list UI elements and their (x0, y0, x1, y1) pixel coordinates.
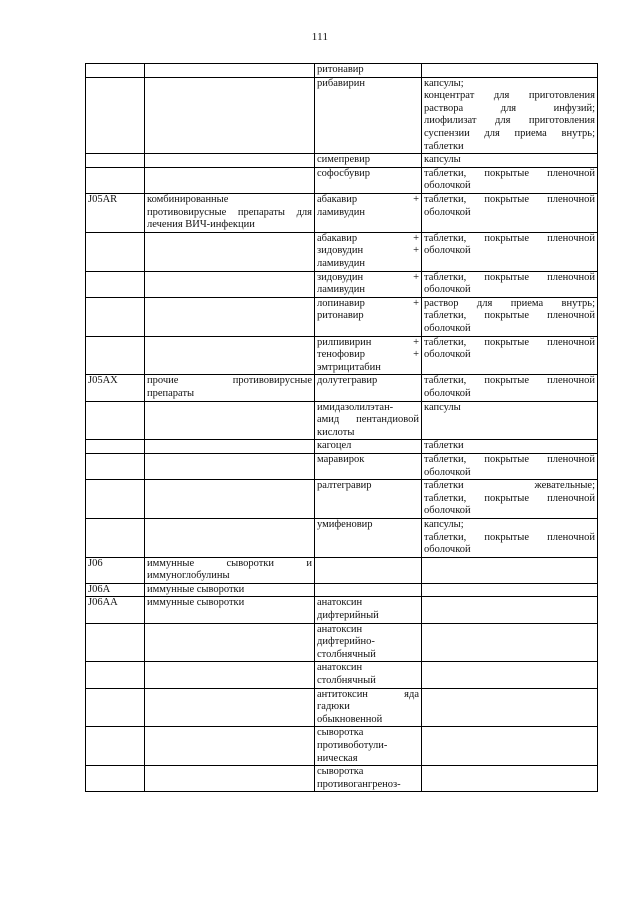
dosage-form-cell-line: оболочкой (424, 322, 471, 334)
drug-name-cell-line: дифтерийно- (317, 636, 375, 648)
dosage-form-cell (422, 453, 598, 479)
drug-name-cell (315, 766, 422, 792)
drug-name-cell-line: ламивудин (317, 206, 365, 218)
dosage-form-cell-line: таблетки, покрытые пленочной (424, 232, 595, 244)
dosage-form-cell-line: лиофилизат для приготовления (424, 115, 595, 127)
table-row (86, 336, 598, 375)
drug-name-cell (315, 154, 422, 168)
group-name-cell (145, 64, 315, 78)
drug-name-cell-line: противоботули- (317, 740, 388, 752)
dosage-form-cell-line: таблетки (424, 440, 464, 452)
table-row (86, 557, 598, 583)
table-row (86, 453, 598, 479)
drug-name-cell-line: сыворотка (317, 766, 364, 778)
dosage-form-cell-line: таблетки, покрытые пленочной (424, 193, 595, 205)
group-name-cell (145, 336, 315, 375)
table-row (86, 623, 598, 662)
dosage-form-cell-line: оболочкой (424, 245, 471, 257)
drug-name-cell-line: амид пентандиовой (317, 414, 419, 426)
group-name-cell (145, 727, 315, 766)
dosage-form-cell (422, 232, 598, 271)
group-name-cell (145, 401, 315, 440)
dosage-form-cell-line: таблетки, покрытые пленочной (424, 375, 595, 387)
group-name-cell-line: иммуноглобулины (147, 570, 230, 582)
atc-code-cell (86, 193, 145, 232)
drug-name-cell-line: анатоксин (317, 597, 363, 609)
table-row (86, 597, 598, 623)
drug-name-cell-line: ралтегравир (317, 480, 372, 492)
atc-code-cell (86, 623, 145, 662)
dosage-form-cell-line: оболочкой (424, 180, 471, 192)
group-name-cell (145, 77, 315, 154)
dosage-form-cell-line: капсулы (424, 401, 461, 413)
dosage-form-cell (422, 583, 598, 597)
atc-code-cell (86, 401, 145, 440)
drug-name-cell-line: столбнячный (317, 675, 376, 687)
dosage-form-cell-line: суспензии для приема внутрь; (424, 127, 595, 139)
table-row (86, 727, 598, 766)
group-name-cell-line: иммунные сыворотки (147, 597, 245, 609)
table-row (86, 662, 598, 688)
drug-name-cell-line: зидовудин + (317, 271, 419, 283)
atc-code-cell (86, 662, 145, 688)
atc-code-cell (86, 64, 145, 78)
drug-name-cell-line: умифеновир (317, 518, 373, 530)
atc-code-cell (86, 597, 145, 623)
dosage-form-cell-line: таблетки, покрытые пленочной (424, 492, 595, 504)
drug-name-cell-line: кислоты (317, 426, 355, 438)
dosage-form-cell-line: капсулы; (424, 77, 464, 89)
drug-name-cell-line: столбнячный (317, 648, 376, 660)
drug-name-cell-line: ламивудин (317, 257, 365, 269)
drug-name-cell-line: долутегравир (317, 375, 378, 387)
dosage-form-cell (422, 167, 598, 193)
dosage-form-cell (422, 688, 598, 727)
atc-code-cell (86, 232, 145, 271)
table-row (86, 766, 598, 792)
drug-name-cell-line: антитоксин яда (317, 688, 419, 700)
atc-code-cell (86, 480, 145, 519)
drug-name-cell-line: кагоцел (317, 440, 352, 452)
dosage-form-cell (422, 623, 598, 662)
table-row (86, 193, 598, 232)
group-name-cell-line: иммунные сыворотки (147, 583, 245, 595)
drug-name-cell-line: сыворотка (317, 727, 364, 739)
group-name-cell (145, 662, 315, 688)
atc-code-cell (86, 453, 145, 479)
dosage-form-cell (422, 401, 598, 440)
table-row (86, 375, 598, 401)
atc-code-cell (86, 167, 145, 193)
page-number: 111 (311, 31, 329, 43)
atc-code-cell (86, 375, 145, 401)
dosage-form-cell-line: оболочкой (424, 349, 471, 361)
dosage-form-cell (422, 727, 598, 766)
group-name-cell-line: комбинированные (147, 193, 229, 205)
dosage-form-cell-line: таблетки, покрытые пленочной (424, 167, 595, 179)
drug-name-cell-line: софосбувир (317, 167, 371, 179)
drug-name-cell-line: анатоксин (317, 623, 363, 635)
dosage-form-cell-line: таблетки жевательные; (424, 480, 595, 492)
atc-code-cell (86, 297, 145, 336)
drug-name-cell-line: обыкновенной (317, 713, 383, 725)
drug-name-cell (315, 167, 422, 193)
drug-name-cell-line: дифтерийный (317, 610, 379, 622)
drug-name-cell-line: абакавир + (317, 193, 419, 205)
table-row (86, 232, 598, 271)
dosage-form-cell (422, 64, 598, 78)
dosage-form-cell-line: оболочкой (424, 387, 471, 399)
drug-name-cell-line: имидазолилэтан- (317, 401, 394, 413)
group-name-cell (145, 375, 315, 401)
table-row (86, 440, 598, 454)
drug-name-cell (315, 623, 422, 662)
drug-name-cell (315, 193, 422, 232)
drug-name-cell-line: эмтрицитабин (317, 361, 381, 373)
dosage-form-cell-line: таблетки, покрытые пленочной (424, 453, 595, 465)
drug-name-cell-line: симепревир (317, 154, 370, 166)
atc-code-cell (86, 77, 145, 154)
drug-name-cell-line: тенофовир + (317, 349, 419, 361)
dosage-form-cell-line: оболочкой (424, 206, 471, 218)
dosage-form-cell (422, 766, 598, 792)
drug-name-cell (315, 297, 422, 336)
drug-name-cell (315, 727, 422, 766)
drug-name-cell (315, 557, 422, 583)
dosage-form-cell (422, 375, 598, 401)
group-name-cell (145, 623, 315, 662)
dosage-form-cell (422, 77, 598, 154)
drug-name-cell-line: лопинавир + (317, 297, 419, 309)
table-row (86, 271, 598, 297)
atc-code-cell (86, 440, 145, 454)
group-name-cell (145, 480, 315, 519)
dosage-form-cell-line: оболочкой (424, 284, 471, 296)
group-name-cell (145, 453, 315, 479)
group-name-cell-line: препараты (147, 387, 195, 399)
atc-code: J06AA (88, 597, 118, 609)
drug-name-cell (315, 688, 422, 727)
dosage-form-cell (422, 480, 598, 519)
atc-code: J06A (88, 583, 111, 595)
dosage-form-cell (422, 154, 598, 168)
atc-code: J06 (88, 557, 103, 569)
dosage-form-cell-line: таблетки, покрытые пленочной (424, 336, 595, 348)
group-name-cell (145, 271, 315, 297)
dosage-form-cell (422, 271, 598, 297)
table-row (86, 77, 598, 154)
dosage-form-cell (422, 518, 598, 557)
drug-name-cell-line: зидовудин + (317, 245, 419, 257)
dosage-form-cell-line: таблетки (424, 140, 464, 152)
atc-code-cell (86, 583, 145, 597)
group-name-cell (145, 688, 315, 727)
group-name-cell (145, 297, 315, 336)
drug-name-cell-line: абакавир + (317, 232, 419, 244)
dosage-form-cell (422, 662, 598, 688)
drug-name-cell (315, 518, 422, 557)
table-row (86, 64, 598, 78)
table-row (86, 518, 598, 557)
drug-name-cell-line: ламивудин (317, 284, 365, 296)
drug-name-cell-line: маравирок (317, 453, 365, 465)
dosage-form-cell (422, 297, 598, 336)
group-name-cell (145, 154, 315, 168)
group-name-cell-line: противовирусные препараты для (147, 206, 312, 218)
dosage-form-cell-line: капсулы (424, 154, 461, 166)
drug-name-cell-line: гадюки (317, 701, 350, 713)
dosage-form-cell-line: оболочкой (424, 505, 471, 517)
drug-name-cell (315, 232, 422, 271)
group-name-cell (145, 583, 315, 597)
group-name-cell-line: иммунные сыворотки и (147, 557, 312, 569)
atc-code-cell (86, 727, 145, 766)
atc-code-cell (86, 336, 145, 375)
drug-name-cell-line: ническая (317, 752, 358, 764)
drug-name-cell (315, 480, 422, 519)
dosage-form-cell-line: таблетки, покрытые пленочной (424, 531, 595, 543)
dosage-form-cell (422, 597, 598, 623)
dosage-form-cell-line: оболочкой (424, 466, 471, 478)
group-name-cell-line: прочие противовирусные (147, 375, 312, 387)
drug-name-cell (315, 336, 422, 375)
dosage-form-cell-line: капсулы; (424, 518, 464, 530)
atc-code-cell (86, 766, 145, 792)
atc-code: J05AR (88, 193, 118, 205)
group-name-cell (145, 557, 315, 583)
drug-name-cell (315, 597, 422, 623)
drug-name-cell (315, 440, 422, 454)
dosage-form-cell-line: концентрат для приготовления (424, 90, 595, 102)
group-name-cell (145, 232, 315, 271)
table-row (86, 583, 598, 597)
dosage-form-cell (422, 557, 598, 583)
table-row (86, 688, 598, 727)
dosage-form-cell-line: таблетки, покрытые пленочной (424, 310, 595, 322)
drug-name-cell (315, 77, 422, 154)
dosage-form-cell (422, 193, 598, 232)
atc-code: J05AX (88, 375, 118, 387)
drug-name-cell (315, 271, 422, 297)
group-name-cell (145, 440, 315, 454)
table-row (86, 401, 598, 440)
dosage-form-cell-line: оболочкой (424, 544, 471, 556)
drug-name-cell (315, 583, 422, 597)
dosage-form-cell-line: раствор для приема внутрь; (424, 297, 595, 309)
drug-name-cell (315, 401, 422, 440)
group-name-cell (145, 766, 315, 792)
atc-code-cell (86, 271, 145, 297)
dosage-form-cell-line: раствора для инфузий; (424, 102, 595, 114)
group-name-cell (145, 167, 315, 193)
drug-name-cell (315, 662, 422, 688)
atc-code-cell (86, 688, 145, 727)
dosage-form-cell (422, 336, 598, 375)
table-row (86, 297, 598, 336)
drug-name-cell-line: ритонавир (317, 310, 364, 322)
group-name-cell (145, 193, 315, 232)
atc-code-cell (86, 557, 145, 583)
table-row (86, 154, 598, 168)
drug-name-cell (315, 375, 422, 401)
drug-name-cell-line: противогангреноз- (317, 778, 401, 790)
group-name-cell-line: лечения ВИЧ-инфекции (147, 219, 255, 231)
dosage-form-cell-line: таблетки, покрытые пленочной (424, 271, 595, 283)
drug-table (85, 63, 598, 792)
drug-name-cell (315, 64, 422, 78)
dosage-form-cell (422, 440, 598, 454)
drug-name-cell-line: анатоксин (317, 662, 363, 674)
atc-code-cell (86, 518, 145, 557)
drug-name-cell-line: ритонавир (317, 64, 364, 75)
group-name-cell (145, 518, 315, 557)
table-row (86, 480, 598, 519)
drug-name-cell-line: рибавирин (317, 77, 365, 89)
atc-code-cell (86, 154, 145, 168)
group-name-cell (145, 597, 315, 623)
drug-name-cell (315, 453, 422, 479)
table-row (86, 167, 598, 193)
drug-name-cell-line: рилпивирин + (317, 336, 419, 348)
